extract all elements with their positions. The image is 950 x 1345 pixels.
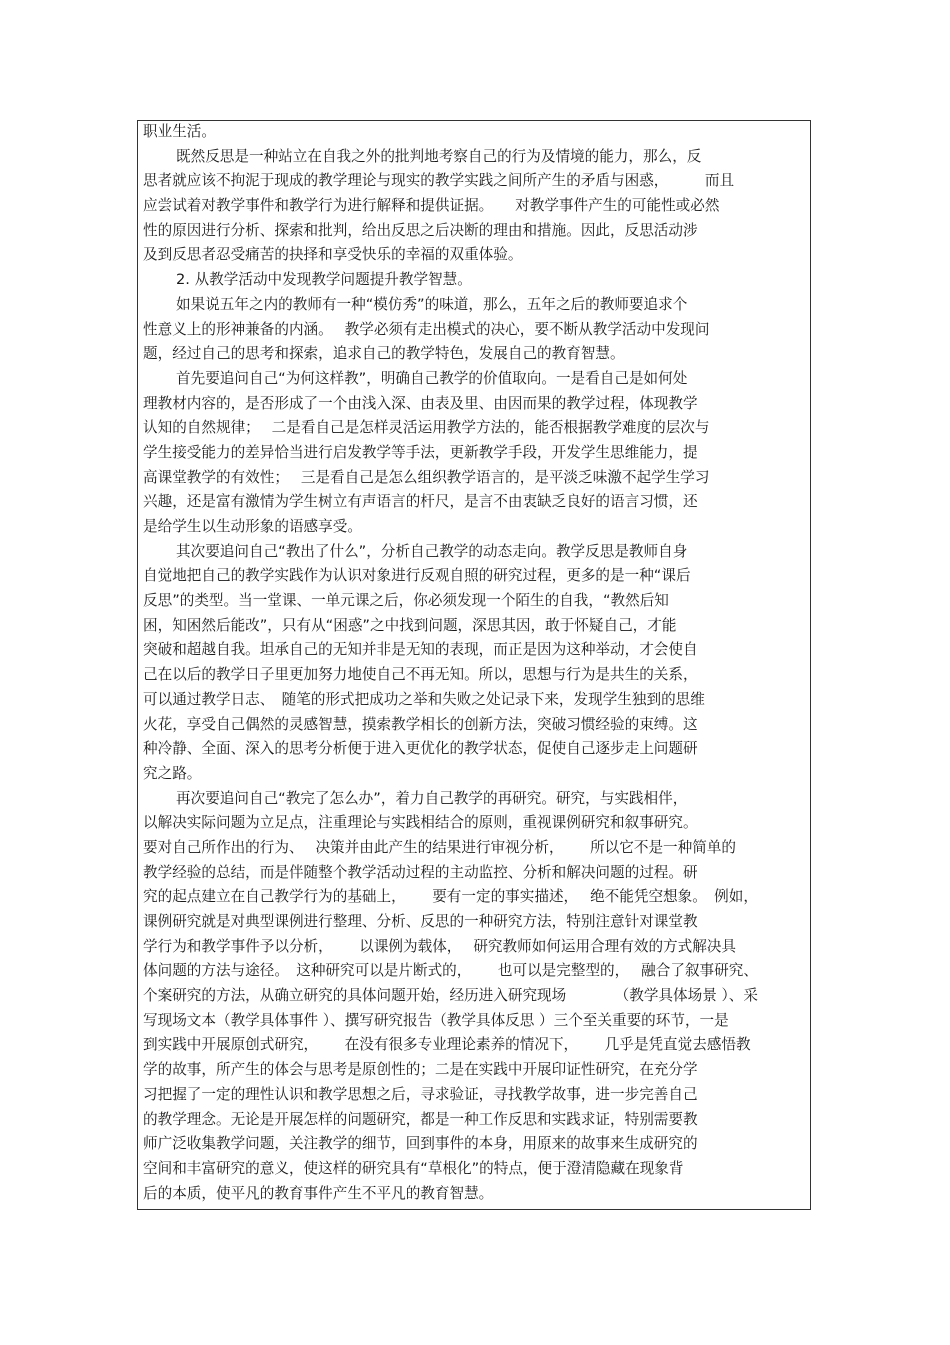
text-line: 到实践中开展原创式研究， 在没有很多专业理论素养的情况下， 几乎是凭直觉去感悟教 [143,1036,751,1054]
text-line: 再次要追问自己“教完了怎么办”，着力自己教学的再研究。研究，与实践相伴， [176,789,688,807]
text-line: 究的起点建立在自己教学行为的基础上， 要有一定的事实描述， 绝不能凭空想象。 例如， [143,888,758,906]
document-body [143,120,808,1206]
text-line: 性的原因进行分析、探索和批判，给出反思之后决断的理由和措施。因此，反思活动涉 [143,221,698,239]
text-line: 2. 从教学活动中发现教学问题提升教学智慧。 [176,271,472,289]
text-line: 后的本质，使平凡的教育事件产生不平凡的教育智慧。 [143,1184,494,1202]
text-line: 火花，享受自己偶然的灵感智慧，摸索教学相长的创新方法，突破习惯经验的束缚。这 [143,715,698,733]
text-line: 既然反思是一种站立在自我之外的批判地考察自己的行为及情境的能力，那么，反 [176,147,702,165]
text-line: 职业生活。 [143,123,216,140]
text-line: 种冷静、全面、深入的思考分析便于进入更优化的教学状态，促使自己逐步走上问题研 [143,740,698,758]
text-line: 可以通过教学日志、 随笔的形式把成功之举和失败之处记录下来，发现学生独到的思维 [143,690,705,708]
text-line: 究之路。 [143,764,202,782]
text-line: 应尝试着对教学事件和教学行为进行解释和提供证据。 对教学事件产生的可能性或必然 [143,197,720,215]
text-line: 个案研究的方法，从确立研究的具体问题开始，经历进入研究现场 （教学具体场景 ）、采 [143,987,758,1005]
text-line: 及到反思者忍受痛苦的抉择和享受快乐的幸福的双重体验。 [143,246,523,264]
text-line: 师广泛收集教学问题，关注教学的细节，回到事件的本身，用原来的故事来生成研究的 [143,1135,698,1153]
text-line: 要对自己所作出的行为、 决策并由此产生的结果进行审视分析， 所以它不是一种简单的 [143,838,737,856]
text-line: 自觉地把自己的教学实践作为认识对象进行反观自照的研究过程，更多的是一种“课后 [143,567,691,585]
text-line: 思者就应该不拘泥于现成的教学理论与现实的教学实践之间所产生的矛盾与困惑， 而且 [143,172,735,190]
text-line: 以解决实际问题为立足点，注重理论与实践相结合的原则，重视课例研究和叙事研究。 [143,814,698,832]
text-line: 学的故事，所产生的体会与思考是原创性的；二是在实践中开展印证性研究，在充分学 [143,1061,698,1079]
text-line: 空间和丰富研究的意义，使这样的研究具有“草根化”的特点，便于澄清隐藏在现象背 [143,1159,684,1177]
text-line: 突破和超越自我。坦承自己的无知并非是无知的表现，而正是因为这种举动，才会使自 [143,641,698,659]
text-line: 的教学理念。无论是开展怎样的问题研究，都是一种工作反思和实践求证，特别需要教 [143,1110,698,1128]
text-line: 学行为和教学事件予以分析， 以课例为载体， 研究教师如何运用合理有效的方式解决具 [143,937,737,955]
text-line: 习把握了一定的理性认识和教学思想之后，寻求验证，寻找教学故事，进一步完善自己 [143,1085,698,1103]
text-line: 写现场文本（教学具体事件 ）、撰写研究报告（教学具体反思 ）三个至关重要的环节，一是 [143,1011,729,1029]
text-line: 教学经验的总结，而是伴随整个教学活动过程的主动监控、分析和解决问题的过程。研 [143,863,698,881]
text-line: 如果说五年之内的教师有一种“模仿秀”的味道，那么，五年之后的教师要追求个 [176,295,688,313]
text-line: 兴趣，还是富有激情为学生树立有声语言的杆尺，是言不由衷缺乏良好的语言习惯，还 [143,493,698,511]
text-line: 题，经过自己的思考和探索，追求自己的教学特色，发展自己的教育智慧。 [143,345,625,363]
text-line: 课例研究就是对典型课例进行整理、分析、反思的一种研究方法，特别注意针对课堂教 [143,913,698,930]
text-line: 学生接受能力的差异恰当进行启发教学等手法，更新教学手段，开发学生思维能力，提 [143,443,698,461]
text-line: 首先要追问自己“为何这样教”，明确自己教学的价值取向。一是看自己是如何处 [176,369,688,387]
text-line: 体问题的方法与途径。 这种研究可以是片断式的， 也可以是完整型的， 融合了叙事研究、 [143,962,758,980]
text-line: 其次要追问自己“教出了什么”，分析自己教学的动态走向。教学反思是教师自身 [176,542,688,560]
text-line: 己在以后的教学日子里更加努力地使自己不再无知。所以，思想与行为是共生的关系， [143,666,698,684]
text-line: 理教材内容的，是否形成了一个由浅入深、由表及里、由因而果的教学过程，体现教学 [143,394,698,412]
text-line: 认知的自然规律； 二是看自己是怎样灵活运用教学方法的，能否根据教学难度的层次与 [143,419,710,437]
text-line: 反思”的类型。当一堂课、一单元课之后，你必须发现一个陌生的自我，“教然后知 [143,592,669,610]
text-line: 困，知困然后能改”，只有从“困惑”之中找到问题，深思其因，敢于怀疑自己，才能 [143,616,677,634]
text-line: 性意义上的形神兼备的内涵。 教学必须有走出模式的决心，要不断从教学活动中发现问 [143,320,710,338]
text-line: 是给学生以生动形象的语感享受。 [143,518,362,535]
text-line: 高课堂教学的有效性； 三是看自己是怎么组织教学语言的，是平淡乏味激不起学生学习 [143,468,710,486]
